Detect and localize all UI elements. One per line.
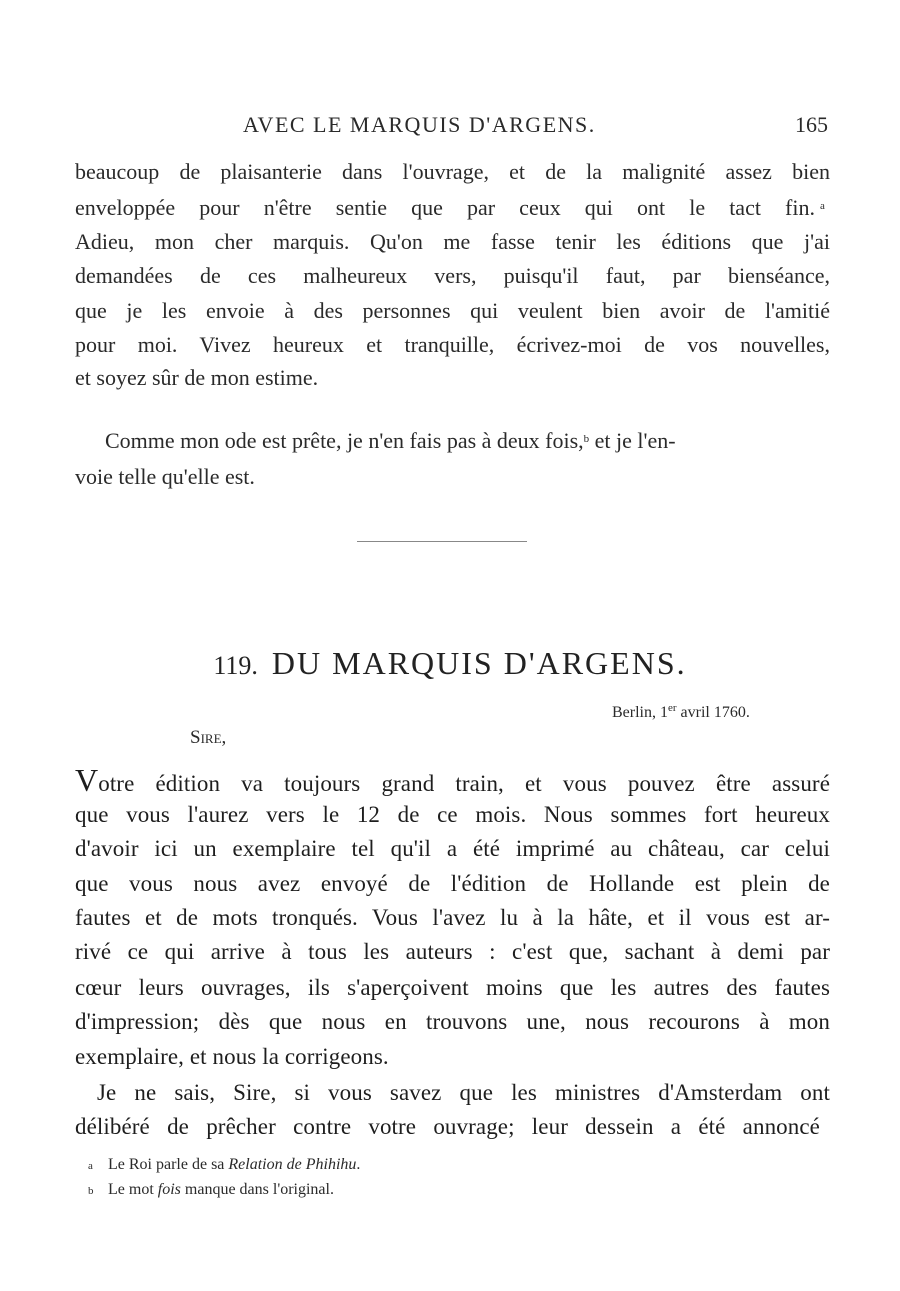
text-line: rivé ce qui arrive à tous les auteurs : c'est que, sachant à demi par [75, 939, 830, 964]
text-line: que vous l'aurez vers le 12 de ce mois. Nous sommes fort heureux [75, 802, 830, 827]
drop-cap: V [75, 762, 99, 798]
text-line: et soyez sûr de mon estime. [75, 365, 319, 390]
footnote-ref: a [820, 200, 825, 212]
text-line: d'avoir ici un exemplaire tel qu'il a été imprimé au château, car celui [75, 836, 830, 861]
text-line: Adieu, mon cher marquis. Qu'on me fasse tenir les éditions que j'ai [75, 229, 830, 254]
text-line: exemplaire, et nous la corrigeons. [75, 1044, 389, 1069]
letter-heading [0, 645, 900, 682]
footnote-ref: b [583, 433, 590, 445]
text-line: que je les envoie à des personnes qui veulent bien avoir de l'amitié [75, 298, 830, 323]
text-line: voie telle qu'elle est. [75, 464, 255, 489]
section-divider [357, 541, 527, 542]
text-line: beaucoup de plaisanterie dans l'ouvrage, et de la malignité assez bien [75, 159, 830, 184]
letter-title: DU MARQUIS D'ARGENS. [271, 645, 687, 681]
text-line: que vous nous avez envoyé de l'édition de Hollande est plein de [75, 871, 830, 896]
text-line [105, 427, 830, 455]
text-segment: enveloppée pour n'être sentie que par ceux qui ont le tact fin. [75, 195, 815, 220]
text-segment: Comme mon ode est prête, je n'en fais pas à deux fois, [105, 428, 584, 453]
text-line [75, 194, 815, 222]
footnote-a: a Le Roi parle de sa Relation de Phihihu. [88, 1156, 361, 1173]
text-line: délibéré de prêcher contre votre ouvrage; leur dessein a été annoncé [75, 1114, 820, 1139]
running-title: AVEC LE MARQUIS D'ARGENS. [243, 112, 596, 137]
text-line: d'impression; dès que nous en trouvons une, nous recourons à mon [75, 1009, 830, 1034]
place-date: Berlin, 1er avril 1760. [612, 702, 750, 721]
text-line: Je ne sais, Sire, si vous savez que les ministres d'Amsterdam ont [97, 1080, 830, 1105]
page-number: 165 [795, 112, 828, 137]
text-line: Votre édition va toujours grand train, et vous pouvez être assuré [75, 762, 830, 798]
text-line: demandées de ces malheureux vers, puisqu'il faut, par bienséance, [75, 263, 830, 288]
text-line: cœur leurs ouvrages, ils s'aperçoivent moins que les autres des fautes [75, 975, 830, 1000]
letter-number: 119. [213, 651, 258, 680]
salutation: Sire, [190, 727, 227, 748]
text-segment: et je l'en- [589, 428, 676, 453]
text-line: fautes et de mots tronqués. Vous l'avez lu à la hâte, et il vous est ar- [75, 905, 830, 930]
footnote-b: b Le mot fois manque dans l'original. [88, 1181, 334, 1198]
text-line: pour moi. Vivez heureux et tranquille, écrivez-moi de vos nouvelles, [75, 332, 830, 357]
